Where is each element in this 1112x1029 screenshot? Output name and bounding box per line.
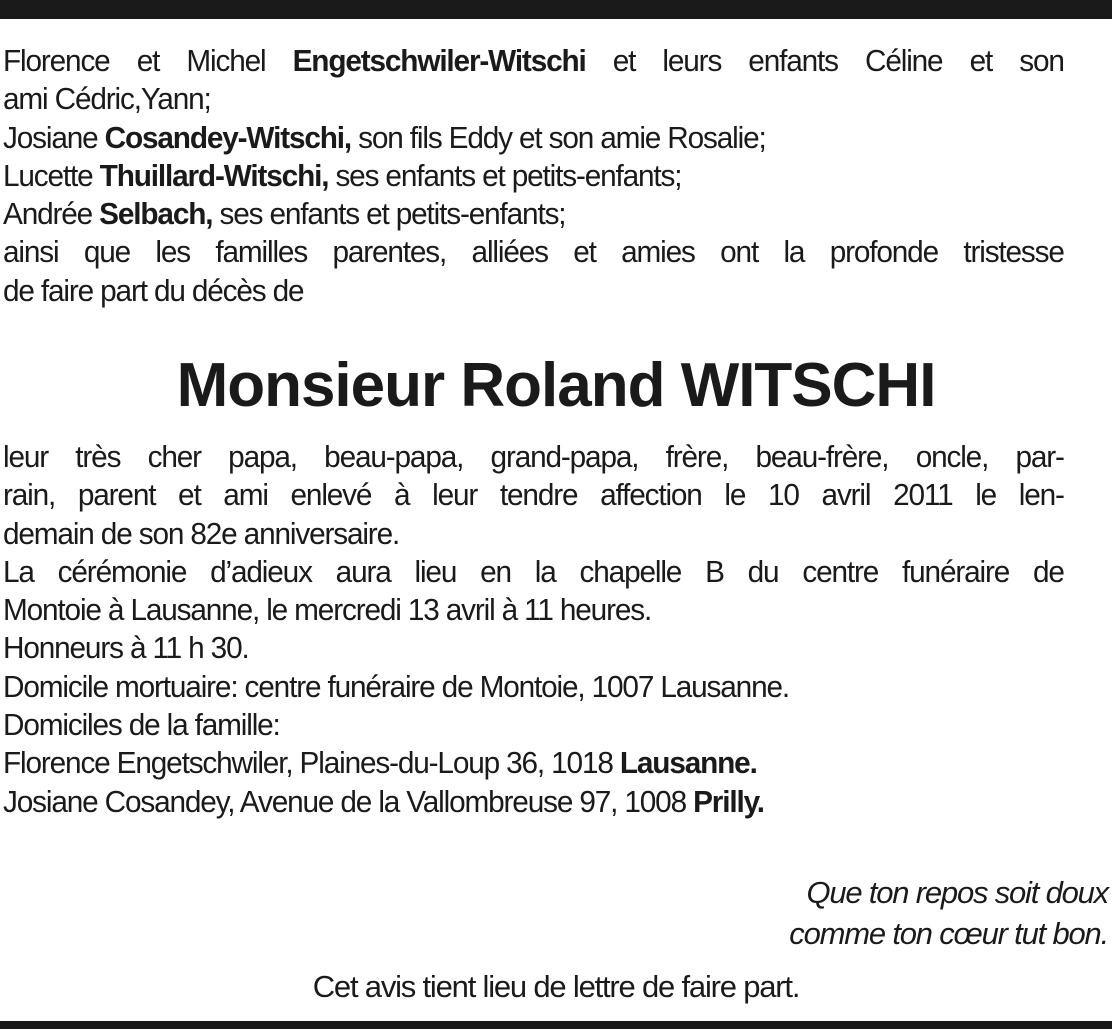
- address-engetschwiler: [3, 744, 1064, 782]
- body-line-1: leur très cher papa, beau-papa, grand-papa, frère, beau-frère, oncle, par-: [3, 439, 1064, 474]
- body-line-3: demain de son 82e anniversaire.: [3, 515, 400, 551]
- city-prilly: Prilly.: [693, 783, 764, 819]
- family-name-cosandey: Cosandey-Witschi,: [104, 119, 352, 155]
- intro-line-3-suffix: son fils Eddy et son amie Rosalie;: [351, 119, 766, 155]
- intro-line-1-prefix: Florence et Michel: [3, 43, 293, 78]
- intro-line-5: [3, 195, 1064, 233]
- family-name-engetschwiler: Engetschwiler-Witschi: [292, 43, 586, 78]
- city-lausanne: Lausanne.: [619, 745, 757, 781]
- top-rule: [0, 0, 1112, 19]
- deceased-name: Monsieur Roland WITSCHI: [176, 351, 936, 420]
- body-line-5: Montoie à Lausanne, le mercredi 13 avril à 11 heures.: [3, 592, 652, 628]
- address-cosandey-text: Josiane Cosandey, Avenue de la Vallombreuse 97, 1008: [3, 783, 694, 819]
- body-line-8: Domiciles de la famille:: [3, 707, 280, 743]
- family-name-selbach: Selbach,: [99, 196, 213, 232]
- intro-line-3: [3, 119, 1064, 157]
- address-cosandey: [3, 783, 1064, 821]
- body-line-2: rain, parent et ami enlevé à leur tendre affection le 10 avril 2011 le len-: [3, 477, 1064, 513]
- intro-line-3-prefix: Josiane: [3, 119, 105, 155]
- notice-body: [3, 438, 1064, 821]
- intro-line-2: ami Cédric,Yann;: [3, 81, 211, 117]
- intro-line-6: ainsi que les familles parentes, alliées et amies ont la profonde tristesse: [3, 234, 1064, 270]
- intro-line-1-suffix: et leurs enfants Céline et son: [585, 43, 1064, 78]
- family-name-thuillard: Thuillard-Witschi,: [99, 157, 329, 193]
- body-line-6: Honneurs à 11 h 30.: [3, 630, 249, 666]
- closing-quote: [789, 872, 1108, 954]
- quote-line-2: comme ton cœur tut bon.: [789, 916, 1108, 951]
- intro-line-4-suffix: ses enfants et petits-enfants;: [328, 157, 682, 193]
- family-announcement: [3, 42, 1064, 310]
- intro-line-5-suffix: ses enfants et petits-enfants;: [212, 196, 566, 232]
- quote-line-1: Que ton repos soit doux: [806, 875, 1108, 910]
- intro-line-4-prefix: Lucette: [3, 157, 100, 193]
- intro-line-1: [3, 42, 1064, 80]
- address-engetschwiler-text: Florence Engetschwiler, Plaines-du-Loup 36, 1018: [3, 745, 620, 781]
- intro-line-5-prefix: Andrée: [3, 196, 100, 232]
- body-line-7: Domicile mortuaire: centre funéraire de Montoie, 1007 Lausanne.: [3, 668, 789, 704]
- footer-note: Cet avis tient lieu de lettre de faire part.: [312, 969, 800, 1004]
- bottom-rule: [0, 1021, 1112, 1029]
- intro-line-7: de faire part du décès de: [3, 272, 304, 308]
- body-line-4: La cérémonie d’adieux aura lieu en la chapelle B du centre funéraire de: [3, 553, 1064, 589]
- intro-line-4: [3, 157, 1064, 195]
